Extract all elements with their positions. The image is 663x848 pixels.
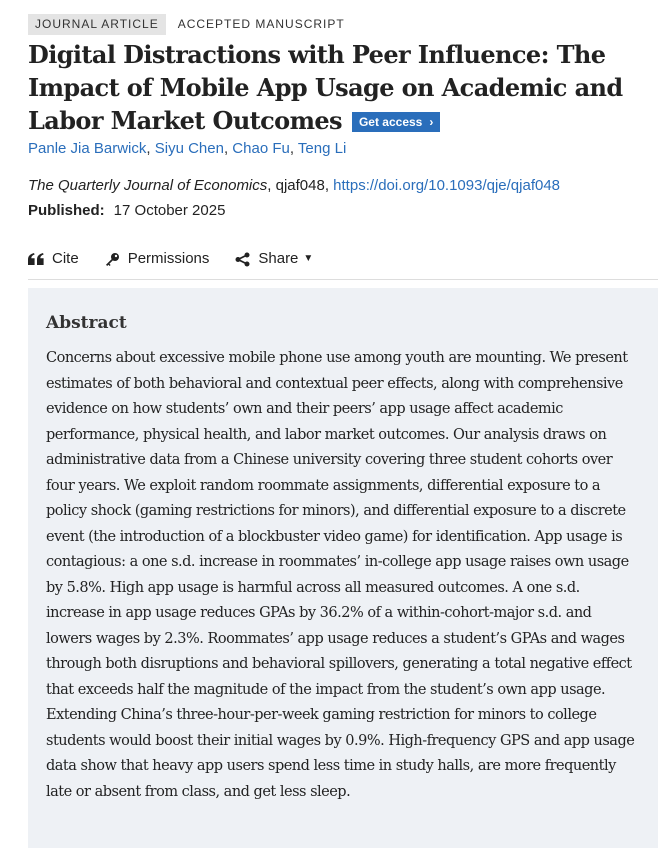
author-separator: , [146, 140, 155, 157]
abstract-text: Concerns about excessive mobile phone use among youth are mounting. We present estimates of both behavioral and contextual peer effects, along with comprehensive evidence on how students’ own and their peers’ app usage affect academic performance, physical health, and labor market outcomes. Our analysis draws on administrative data from a Chinese university covering three student cohorts over four years. We exploit random roommate assignments, differential exposure to a policy shock (gaming restrictions for minors), and differential exposure to a discrete event (the introduction of a blockbuster video game) for identification. App usage is contagious: a one s.d. increase in roommates’ in-college app usage raises own usage by 5.8%. High app usage is harmful across all measured outcomes. A one s.d. increase in app usage reduces GPAs by 36.2% of a within-cohort-major s.d. and lowers wages by 2.3%. Roommates’ app usage reduces a student’s GPAs and wages through both disruptions and behavioral spillovers, generating a total negative effect that exceeds half the magnitude of the impact from the student’s own app usage. Extending China’s three-hour-per-week gaming restriction for minors to college students would boost their initial wages by 0.9%. High-frequency GPS and app usage data show that heavy app users spend less time in study halls, are more frequently late or absent from class, and get less sleep. [46, 350, 635, 800]
share-dropdown[interactable] [235, 250, 313, 268]
permissions-button[interactable] [105, 250, 210, 268]
author-list [28, 140, 346, 158]
get-access-label: Get access [358, 115, 423, 129]
author-link[interactable]: Chao Fu [232, 140, 290, 157]
author-separator: , [289, 140, 298, 157]
journal-name: The Quarterly Journal of Economics [28, 177, 268, 194]
permissions-label: Permissions [127, 250, 210, 267]
author-link[interactable]: Siyu Chen [154, 140, 224, 157]
article-id: , qjaf048, [267, 177, 334, 194]
author-separator: , [223, 140, 233, 157]
cite-label: Cite [52, 250, 79, 267]
abstract-heading: Abstract [46, 313, 127, 333]
key-icon [105, 252, 120, 267]
author-link[interactable]: Teng Li [297, 140, 347, 157]
article-title-text: Digital Distractions with Peer Influence: The Impact of Mobile App Usage on Academic and Labor Market Outcomes [28, 40, 623, 135]
share-icon [235, 252, 250, 267]
get-access-button[interactable] [352, 112, 440, 132]
quote-icon [28, 253, 44, 265]
toolbar-divider [28, 279, 658, 280]
share-label: Share [258, 250, 299, 267]
cite-button[interactable] [28, 250, 79, 268]
author-link[interactable]: Panle Jia Barwick [28, 140, 147, 157]
manuscript-status-label: ACCEPTED MANUSCRIPT [177, 17, 345, 31]
article-type-label: JOURNAL ARTICLE [28, 14, 166, 35]
published-line [28, 202, 225, 220]
chevron-right-icon: › [429, 115, 434, 129]
published-label: Published: [28, 202, 105, 219]
article-title [28, 38, 658, 137]
doi-link[interactable]: https://doi.org/10.1093/qje/qjaf048 [333, 177, 561, 194]
caret-down-icon: ▼ [303, 253, 314, 264]
citation-line [28, 177, 560, 195]
article-toolbar [28, 250, 339, 268]
published-date: 17 October 2025 [113, 202, 226, 219]
article-labels [28, 14, 345, 35]
